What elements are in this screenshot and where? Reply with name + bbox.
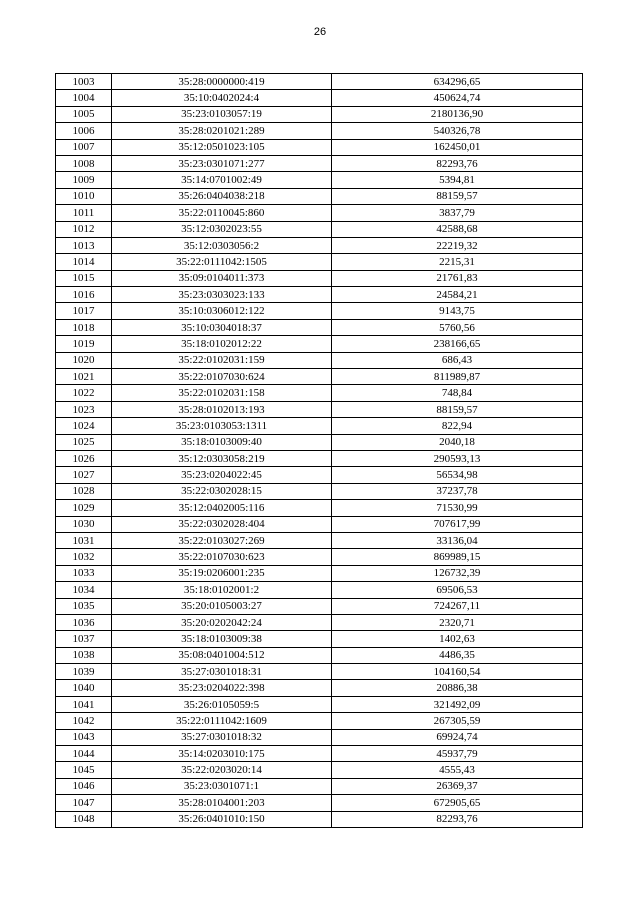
row-number-cell: 1027: [56, 467, 112, 483]
value-cell: 104160,54: [332, 664, 583, 680]
row-number-cell: 1046: [56, 778, 112, 794]
value-cell: 126732,39: [332, 565, 583, 581]
row-number-cell: 1005: [56, 106, 112, 122]
table-row: [56, 237, 583, 253]
cadastral-number-cell: 35:23:0204022:398: [112, 680, 332, 696]
row-number-cell: 1009: [56, 172, 112, 188]
row-number-cell: 1020: [56, 352, 112, 368]
cadastral-number-cell: 35:19:0206001:235: [112, 565, 332, 581]
cadastral-number-cell: 35:28:0000000:419: [112, 74, 332, 90]
cadastral-number-cell: 35:22:0111042:1609: [112, 713, 332, 729]
row-number-cell: 1022: [56, 385, 112, 401]
table-row: [56, 155, 583, 171]
table-body: [56, 74, 583, 828]
cadastral-number-cell: 35:28:0102013:193: [112, 401, 332, 417]
table-row: [56, 778, 583, 794]
cadastral-number-cell: 35:22:0103027:269: [112, 532, 332, 548]
row-number-cell: 1034: [56, 582, 112, 598]
cadastral-number-cell: 35:12:0501023:105: [112, 139, 332, 155]
cadastral-number-cell: 35:26:0105059:5: [112, 696, 332, 712]
value-cell: 82293,76: [332, 155, 583, 171]
cadastral-number-cell: 35:28:0201021:289: [112, 123, 332, 139]
cadastral-number-cell: 35:10:0304018:37: [112, 319, 332, 335]
value-cell: 4555,43: [332, 762, 583, 778]
cadastral-number-cell: 35:10:0402024:4: [112, 90, 332, 106]
table-row: [56, 401, 583, 417]
table-row: [56, 205, 583, 221]
table-row: [56, 139, 583, 155]
table-row: [56, 188, 583, 204]
row-number-cell: 1025: [56, 434, 112, 450]
cadastral-number-cell: 35:20:0105003:27: [112, 598, 332, 614]
cadastral-number-cell: 35:23:0303023:133: [112, 287, 332, 303]
cadastral-number-cell: 35:12:0302023:55: [112, 221, 332, 237]
row-number-cell: 1018: [56, 319, 112, 335]
cadastral-number-cell: 35:26:0401010:150: [112, 811, 332, 827]
row-number-cell: 1007: [56, 139, 112, 155]
value-cell: 4486,35: [332, 647, 583, 663]
table-row: [56, 172, 583, 188]
table-row: [56, 467, 583, 483]
cadastral-number-cell: 35:22:0102031:159: [112, 352, 332, 368]
row-number-cell: 1040: [56, 680, 112, 696]
row-number-cell: 1010: [56, 188, 112, 204]
table-row: [56, 549, 583, 565]
table-row: [56, 352, 583, 368]
table-row: [56, 729, 583, 745]
row-number-cell: 1003: [56, 74, 112, 90]
value-cell: 22219,32: [332, 237, 583, 253]
row-number-cell: 1013: [56, 237, 112, 253]
value-cell: 3837,79: [332, 205, 583, 221]
table-row: [56, 565, 583, 581]
cadastral-number-cell: 35:26:0404038:218: [112, 188, 332, 204]
table-row: [56, 500, 583, 516]
row-number-cell: 1006: [56, 123, 112, 139]
value-cell: 450624,74: [332, 90, 583, 106]
table-row: [56, 319, 583, 335]
cadastral-number-cell: 35:14:0701002:49: [112, 172, 332, 188]
table-row: [56, 90, 583, 106]
value-cell: 69506,53: [332, 582, 583, 598]
value-cell: 71530,99: [332, 500, 583, 516]
cadastral-number-cell: 35:22:0102031:158: [112, 385, 332, 401]
data-table: [55, 73, 583, 828]
cadastral-number-cell: 35:20:0202042:24: [112, 614, 332, 630]
cadastral-number-cell: 35:18:0103009:38: [112, 631, 332, 647]
table-row: [56, 631, 583, 647]
cadastral-number-cell: 35:08:0401004:512: [112, 647, 332, 663]
value-cell: 21761,83: [332, 270, 583, 286]
cadastral-number-cell: 35:12:0402005:116: [112, 500, 332, 516]
cadastral-number-cell: 35:12:0303058:219: [112, 450, 332, 466]
table-row: [56, 123, 583, 139]
table-row: [56, 434, 583, 450]
cadastral-number-cell: 35:23:0204022:45: [112, 467, 332, 483]
value-cell: 24584,21: [332, 287, 583, 303]
value-cell: 88159,57: [332, 401, 583, 417]
table-row: [56, 647, 583, 663]
row-number-cell: 1031: [56, 532, 112, 548]
value-cell: 540326,78: [332, 123, 583, 139]
table-row: [56, 516, 583, 532]
row-number-cell: 1033: [56, 565, 112, 581]
value-cell: 811989,87: [332, 369, 583, 385]
table-row: [56, 713, 583, 729]
value-cell: 42588,68: [332, 221, 583, 237]
row-number-cell: 1019: [56, 336, 112, 352]
row-number-cell: 1048: [56, 811, 112, 827]
row-number-cell: 1021: [56, 369, 112, 385]
row-number-cell: 1042: [56, 713, 112, 729]
table-row: [56, 680, 583, 696]
cadastral-number-cell: 35:14:0203010:175: [112, 746, 332, 762]
value-cell: 238166,65: [332, 336, 583, 352]
table-row: [56, 106, 583, 122]
cadastral-number-cell: 35:22:0110045:860: [112, 205, 332, 221]
row-number-cell: 1039: [56, 664, 112, 680]
value-cell: 26369,37: [332, 778, 583, 794]
cadastral-number-cell: 35:23:0103057:19: [112, 106, 332, 122]
row-number-cell: 1012: [56, 221, 112, 237]
value-cell: 2215,31: [332, 254, 583, 270]
value-cell: 686,43: [332, 352, 583, 368]
cadastral-number-cell: 35:18:0103009:40: [112, 434, 332, 450]
cadastral-number-cell: 35:22:0302028:404: [112, 516, 332, 532]
value-cell: 88159,57: [332, 188, 583, 204]
value-cell: 634296,65: [332, 74, 583, 90]
table-row: [56, 450, 583, 466]
value-cell: 1402,63: [332, 631, 583, 647]
cadastral-number-cell: 35:18:0102001:2: [112, 582, 332, 598]
value-cell: 69924,74: [332, 729, 583, 745]
value-cell: 9143,75: [332, 303, 583, 319]
cadastral-number-cell: 35:22:0203020:14: [112, 762, 332, 778]
table-row: [56, 483, 583, 499]
cadastral-number-cell: 35:23:0301071:277: [112, 155, 332, 171]
value-cell: 162450,01: [332, 139, 583, 155]
row-number-cell: 1030: [56, 516, 112, 532]
table-row: [56, 74, 583, 90]
table-row: [56, 336, 583, 352]
table-row: [56, 221, 583, 237]
row-number-cell: 1014: [56, 254, 112, 270]
value-cell: 869989,15: [332, 549, 583, 565]
value-cell: 5394,81: [332, 172, 583, 188]
row-number-cell: 1004: [56, 90, 112, 106]
cadastral-number-cell: 35:22:0111042:1505: [112, 254, 332, 270]
row-number-cell: 1044: [56, 746, 112, 762]
row-number-cell: 1008: [56, 155, 112, 171]
value-cell: 321492,09: [332, 696, 583, 712]
row-number-cell: 1043: [56, 729, 112, 745]
row-number-cell: 1023: [56, 401, 112, 417]
value-cell: 822,94: [332, 418, 583, 434]
table-row: [56, 532, 583, 548]
page-number: 26: [313, 26, 327, 38]
row-number-cell: 1032: [56, 549, 112, 565]
cadastral-number-cell: 35:27:0301018:32: [112, 729, 332, 745]
table-row: [56, 369, 583, 385]
value-cell: 20886,38: [332, 680, 583, 696]
cadastral-number-cell: 35:09:0104011:373: [112, 270, 332, 286]
cadastral-number-cell: 35:22:0107030:624: [112, 369, 332, 385]
value-cell: 56534,98: [332, 467, 583, 483]
row-number-cell: 1016: [56, 287, 112, 303]
table-row: [56, 811, 583, 827]
cadastral-number-cell: 35:23:0103053:1311: [112, 418, 332, 434]
cadastral-number-cell: 35:18:0102012:22: [112, 336, 332, 352]
cadastral-number-cell: 35:23:0301071:1: [112, 778, 332, 794]
cadastral-number-cell: 35:12:0303056:2: [112, 237, 332, 253]
row-number-cell: 1011: [56, 205, 112, 221]
value-cell: 2040,18: [332, 434, 583, 450]
row-number-cell: 1047: [56, 795, 112, 811]
value-cell: 672905,65: [332, 795, 583, 811]
table-row: [56, 664, 583, 680]
value-cell: 2180136,90: [332, 106, 583, 122]
value-cell: 82293,76: [332, 811, 583, 827]
row-number-cell: 1029: [56, 500, 112, 516]
value-cell: 33136,04: [332, 532, 583, 548]
cadastral-number-cell: 35:22:0107030:623: [112, 549, 332, 565]
row-number-cell: 1026: [56, 450, 112, 466]
cadastral-number-cell: 35:27:0301018:31: [112, 664, 332, 680]
table-row: [56, 598, 583, 614]
table-row: [56, 385, 583, 401]
table-row: [56, 254, 583, 270]
table-row: [56, 762, 583, 778]
value-cell: 37237,78: [332, 483, 583, 499]
table-row: [56, 270, 583, 286]
row-number-cell: 1045: [56, 762, 112, 778]
value-cell: 5760,56: [332, 319, 583, 335]
value-cell: 2320,71: [332, 614, 583, 630]
table-row: [56, 614, 583, 630]
value-cell: 707617,99: [332, 516, 583, 532]
table-row: [56, 582, 583, 598]
cadastral-number-cell: 35:10:0306012:122: [112, 303, 332, 319]
cadastral-number-cell: 35:22:0302028:15: [112, 483, 332, 499]
row-number-cell: 1017: [56, 303, 112, 319]
row-number-cell: 1041: [56, 696, 112, 712]
table-row: [56, 418, 583, 434]
cadastral-number-cell: 35:28:0104001:203: [112, 795, 332, 811]
row-number-cell: 1035: [56, 598, 112, 614]
table-row: [56, 287, 583, 303]
row-number-cell: 1038: [56, 647, 112, 663]
value-cell: 267305,59: [332, 713, 583, 729]
row-number-cell: 1024: [56, 418, 112, 434]
row-number-cell: 1028: [56, 483, 112, 499]
table-row: [56, 303, 583, 319]
table-row: [56, 696, 583, 712]
value-cell: 748,84: [332, 385, 583, 401]
table-row: [56, 795, 583, 811]
row-number-cell: 1015: [56, 270, 112, 286]
row-number-cell: 1036: [56, 614, 112, 630]
value-cell: 290593,13: [332, 450, 583, 466]
value-cell: 724267,11: [332, 598, 583, 614]
row-number-cell: 1037: [56, 631, 112, 647]
table-row: [56, 746, 583, 762]
value-cell: 45937,79: [332, 746, 583, 762]
